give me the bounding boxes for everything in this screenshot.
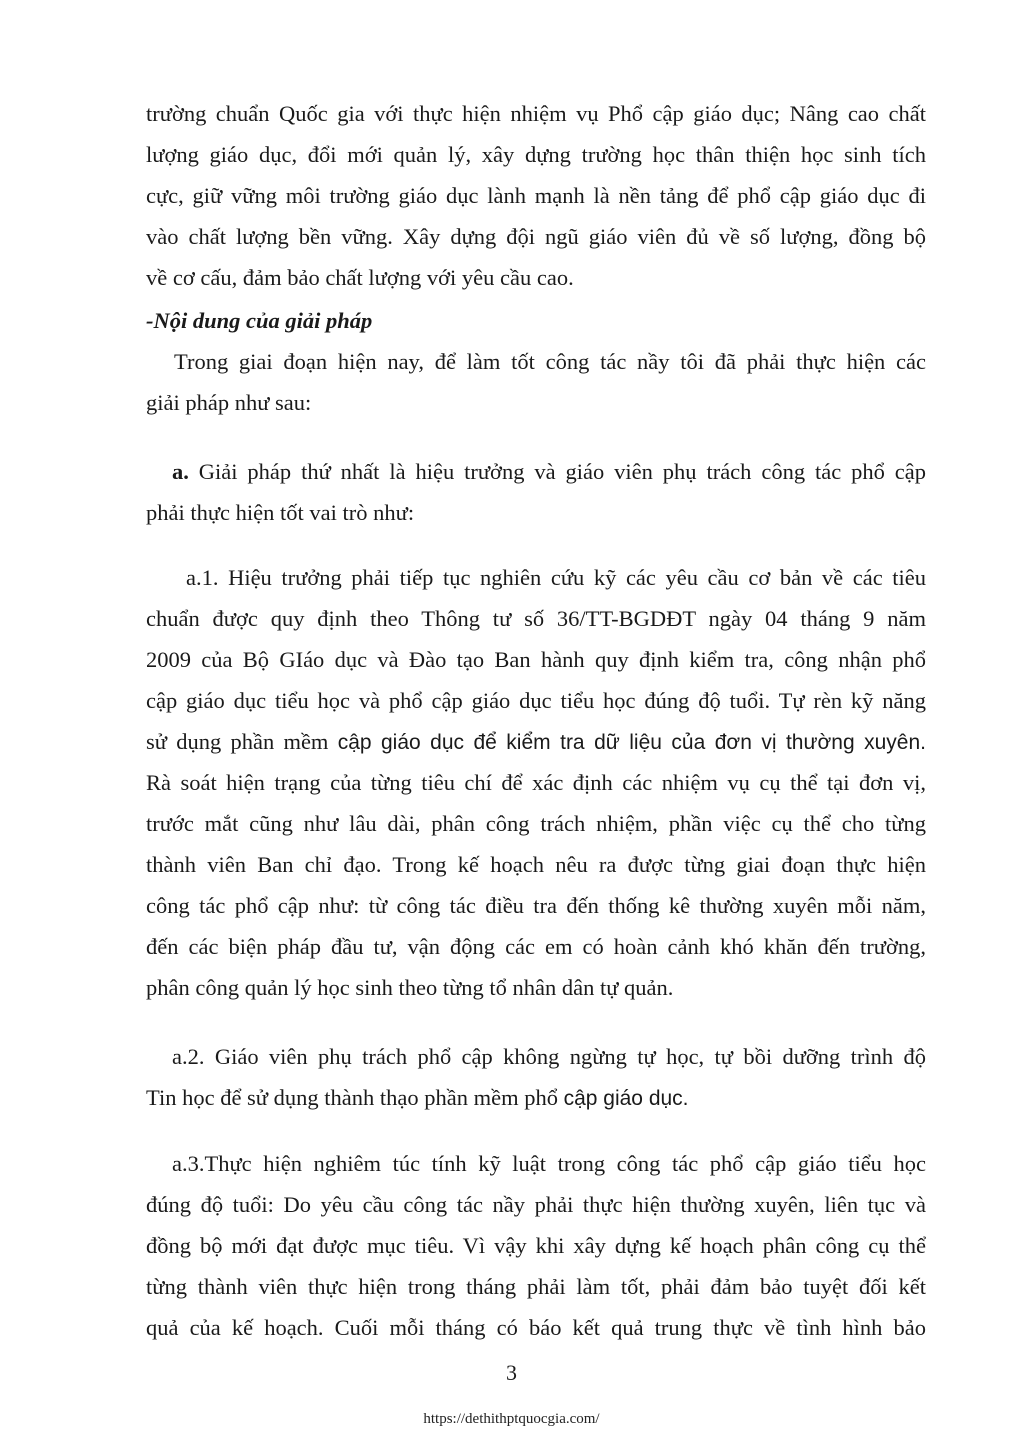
text-segment: Giải pháp thứ nhất là hiệu trưởng và giáo viên phụ trách công tác phổ cập <box>188 459 926 484</box>
page-number: 3 <box>506 1360 517 1385</box>
paragraph-a <box>146 451 926 533</box>
section-heading-block <box>146 300 926 341</box>
text-line: quả của kế hoạch. Cuối mỗi tháng có báo kết quả trung thực về tình hình bảo <box>146 1315 926 1340</box>
text-segment: sử dụng phần mềm <box>146 729 338 754</box>
text-line: về cơ cấu, đảm bảo chất lượng với yêu cầu cao. <box>146 265 574 290</box>
text-line: a.3.Thực hiện nghiêm túc tính kỹ luật trong công tác phổ cập giáo tiểu học <box>172 1151 926 1176</box>
text-line: chuẩn được quy định theo Thông tư số 36/TT-BGDĐT ngày 04 tháng 9 năm <box>146 606 926 631</box>
text-line: giải pháp như sau: <box>146 390 312 415</box>
text-line: 2009 của Bộ GIáo dục và Đào tạo Ban hành quy định kiểm tra, công nhận phổ <box>146 647 926 672</box>
text-segment-sans: cập giáo dục. <box>563 1087 689 1110</box>
phase-paragraph <box>146 341 926 423</box>
text-line: cực, giữ vững môi trường giáo dục lành mạnh là nền tảng để phổ cập giáo dục đi <box>146 183 926 208</box>
text-line: cập giáo dục tiểu học và phổ cập giáo dục tiểu học đúng độ tuổi. Tự rèn kỹ năng <box>146 688 926 713</box>
section-heading: -Nội dung của giải pháp <box>146 308 373 333</box>
text-line: đúng độ tuổi: Do yêu cầu công tác nầy phải thực hiện thường xuyên, liên tục và <box>146 1192 926 1217</box>
text-line: Rà soát hiện trạng của từng tiêu chí để xác định các nhiệm vụ cụ thể tại đơn vị, <box>146 770 926 795</box>
text-line: thành viên Ban chỉ đạo. Trong kế hoạch nêu ra được từng giai đoạn thực hiện <box>146 852 926 877</box>
intro-paragraph <box>146 93 926 298</box>
footer-url[interactable]: https://dethithptquocgia.com/ <box>423 1411 600 1427</box>
text-line <box>146 451 926 492</box>
text-line: công tác phổ cập như: từ công tác điều tra đến thống kê thường xuyên mỗi năm, <box>146 893 926 918</box>
text-line: lượng giáo dục, đổi mới quản lý, xây dựng trường học thân thiện học sinh tích <box>146 142 926 167</box>
text-line: vào chất lượng bền vững. Xây dựng đội ngũ giáo viên đủ về số lượng, đồng bộ <box>146 224 926 249</box>
text-line: a.2. Giáo viên phụ trách phổ cập không ngừng tự học, tự bồi dưỡng trình độ <box>172 1044 926 1069</box>
text-line <box>146 1077 926 1118</box>
text-line: phải thực hiện tốt vai trò như: <box>146 500 415 525</box>
paragraph-a3 <box>146 1143 926 1348</box>
text-segment: Tin học để sử dụng thành thạo phần mềm phổ <box>146 1085 564 1110</box>
text-line <box>146 721 926 762</box>
text-line: phân công quản lý học sinh theo từng tổ nhân dân tự quản. <box>146 975 674 1000</box>
text-line: Trong giai đoạn hiện nay, để làm tốt công tác nầy tôi đã phải thực hiện các <box>174 349 926 374</box>
text-line: đồng bộ mới đạt được mục tiêu. Vì vậy khi xây dựng kế hoạch phân công cụ thể <box>146 1233 926 1258</box>
text-segment-sans: cập giáo dục để kiểm tra dữ liệu của đơn vị thường xuyên. <box>337 731 926 754</box>
paragraph-a2 <box>146 1036 926 1118</box>
text-line: trước mắt cũng như lâu dài, phân công trách nhiệm, phần việc cụ thể cho từng <box>146 811 926 836</box>
text-line: a.1. Hiệu trưởng phải tiếp tục nghiên cứu kỹ các yêu cầu cơ bản về các tiêu <box>186 565 926 590</box>
paragraph-a1 <box>146 557 926 1008</box>
text-line: đến các biện pháp đầu tư, vận động các em có hoàn cảnh khó khăn đến trường, <box>146 934 926 959</box>
text-line: trường chuẩn Quốc gia với thực hiện nhiệm vụ Phổ cập giáo dục; Nâng cao chất <box>146 101 926 126</box>
text-line: từng thành viên thực hiện trong tháng phải làm tốt, phải đảm bảo tuyệt đối kết <box>146 1274 926 1299</box>
item-label: a. <box>172 459 189 484</box>
